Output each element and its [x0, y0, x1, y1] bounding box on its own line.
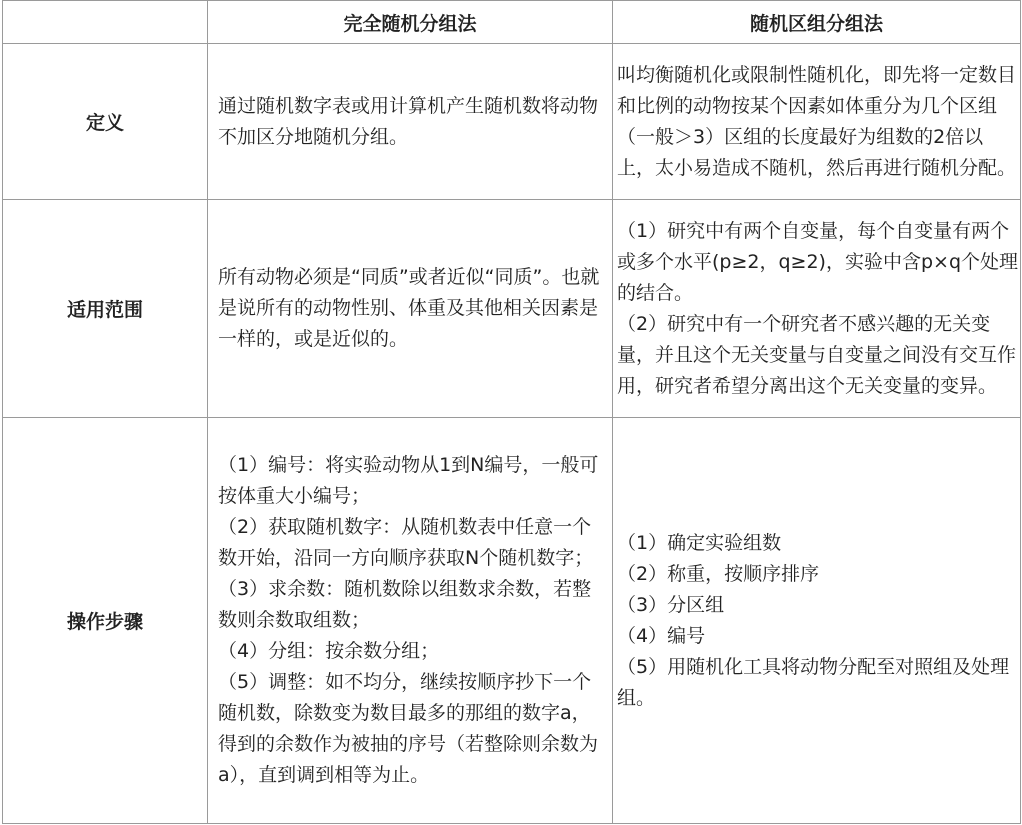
definition-block-random	[613, 44, 1021, 200]
procedure-complete-step-2: （2）获取随机数字：从随机数表中任意一个数开始，沿同一方向顺序获取N个随机数字；	[218, 516, 594, 569]
row-label-definition: 定义	[3, 44, 208, 200]
procedure-complete-random	[208, 418, 613, 824]
header-row	[3, 1, 1021, 44]
procedure-complete-step-4: （4）分组：按余数分组；	[218, 640, 440, 662]
procedure-block-step-1: （1）确定实验组数	[617, 531, 782, 554]
header-block-random: 随机区组分组法	[613, 1, 1021, 44]
table-row-procedure	[3, 418, 1021, 824]
scope-block-random	[613, 200, 1021, 418]
procedure-complete-step-5: （5）调整：如不均分，继续按顺序抄下一个随机数，除数变为数目最多的那组的数字a，得到的余数作为被抽的序号（若整除则余数为a），直到调到相等为止。	[218, 671, 599, 786]
table-row-scope	[3, 200, 1021, 418]
procedure-block-step-2: （2）称重，按顺序排序	[617, 562, 820, 585]
scope-complete-random-text: 所有动物必须是“同质”或者近似“同质”。也就是说所有的动物性别、体重及其他相关因素是一样的，或是近似的。	[218, 266, 600, 350]
procedure-complete-step-1: （1）编号：将实验动物从1到N编号，一般可按体重大小编号；	[218, 454, 599, 507]
definition-complete-random	[208, 44, 613, 200]
header-corner	[3, 1, 208, 44]
row-label-procedure: 操作步骤	[3, 418, 208, 824]
procedure-block-step-4: （4）编号	[617, 624, 706, 647]
procedure-block-random	[613, 418, 1021, 824]
procedure-block-step-3: （3）分区组	[617, 593, 725, 616]
procedure-block-step-5: （5）用随机化工具将动物分配至对照组及处理组。	[617, 655, 1010, 709]
table-row-definition	[3, 44, 1021, 200]
definition-block-random-text: 叫均衡随机化或限制性随机化，即先将一定数目和比例的动物按某个因素如体重分为几个区组（一般＞3）区组的长度最好为组数的2倍以上，太小易造成不随机，然后再进行随机分配。	[617, 63, 1017, 179]
scope-block-random-item-2: （2）研究中有一个研究者不感兴趣的无关变量，并且这个无关变量与自变量之间没有交互作用，研究者希望分离出这个无关变量的变异。	[617, 312, 1017, 397]
comparison-table	[2, 0, 1021, 824]
definition-complete-random-text: 通过随机数字表或用计算机产生随机数将动物不加区分地随机分组。	[218, 94, 599, 148]
scope-complete-random	[208, 200, 613, 418]
row-label-scope: 适用范围	[3, 200, 208, 418]
procedure-complete-step-3: （3）求余数：随机数除以组数求余数，若整数则余数取组数；	[218, 578, 592, 631]
scope-block-random-item-1: （1）研究中有两个自变量，每个自变量有两个或多个水平(p≥2，q≥2)，实验中含p×q个处理的结合。	[617, 219, 1019, 304]
header-complete-random: 完全随机分组法	[208, 1, 613, 44]
